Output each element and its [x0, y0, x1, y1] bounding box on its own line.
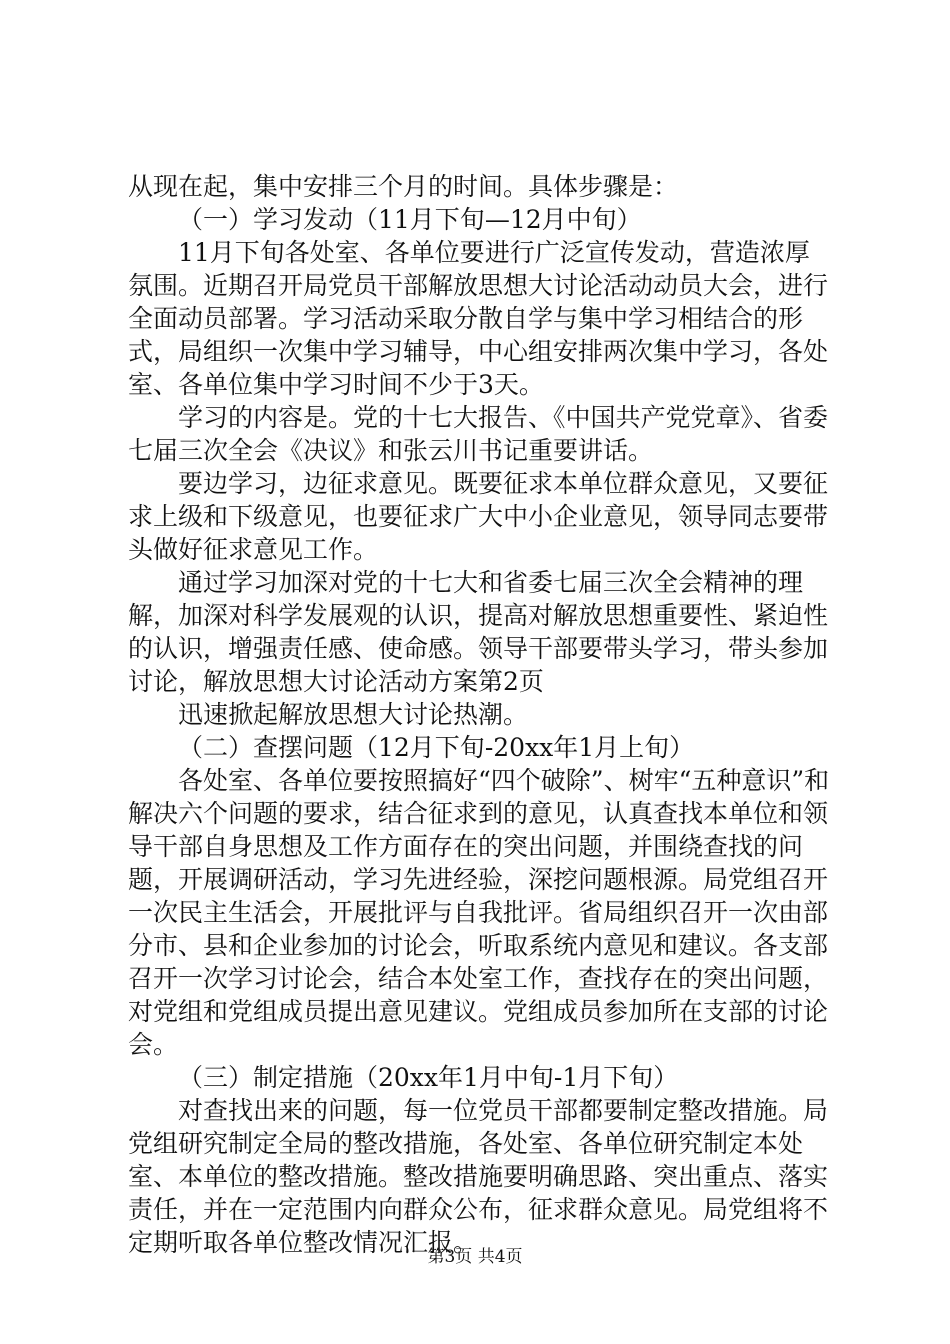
paragraph: 学习的内容是。党的十七大报告、《中国共产党党章》、省委七届三次全会《决议》和张云川书记重要讲话。 [128, 403, 829, 465]
paragraph: 11月下旬各处室、各单位要进行广泛宣传发动，营造浓厚氛围。近期召开局党员干部解放思想大讨论活动动员大会，进行全面动员部署。学习活动采取分散自学与集中学习相结合的形式，局组织一次集中学习辅导，中心组安排两次集中学习，各处室、各单位集中学习时间不少于3天。 [128, 238, 829, 399]
section-heading-measures: （三）制定措施（20xx年1月中旬-1月下旬） [178, 1063, 679, 1092]
paragraph: 要边学习，边征求意见。既要征求本单位群众意见，又要征求上级和下级意见，也要征求广大中小企业意见，领导同志要带头做好征求意见工作。 [128, 469, 829, 564]
paragraph: 各处室、各单位要按照搞好“四个破除”、树牢“五种意识”和解决六个问题的要求，结合征求到的意见，认真查找本单位和领导干部自身思想及工作方面存在的突出问题，并围绕查找的问题，开展调研活动，学习先进经验，深挖问题根源。局党组召开一次民主生活会，开展批评与自我批评。省局组织召开一次由部分市、县和企业参加的讨论会，听取系统内意见和建议。各支部召开一次学习讨论会，结合本处室工作，查找存在的突出问题，对党组和党组成员提出意见建议。党组成员参加所在支部的讨论会。 [128, 766, 830, 1059]
page-footer: 第3页 共4页 [427, 1247, 523, 1267]
document-body [128, 170, 832, 1259]
paragraph: 迅速掀起解放思想大讨论热潮。 [178, 700, 529, 729]
paragraph: 对查找出来的问题，每一位党员干部都要制定整改措施。局党组研究制定全局的整改措施，各处室、各单位研究制定本处室、本单位的整改措施。整改措施要明确思路、突出重点、落实责任，并在一定范围内向群众公布，征求群众意见。局党组将不定期听取各单位整改情况汇报。 [128, 1096, 829, 1257]
paragraph: 通过学习加深对党的十七大和省委七届三次全会精神的理解，加深对科学发展观的认识，提高对解放思想重要性、紧迫性的认识，增强责任感、使命感。领导干部要带头学习，带头参加讨论，解放思想大讨论活动方案第2页 [128, 568, 829, 696]
section-heading-problems: （二）查摆问题（12月下旬-20xx年1月上旬） [178, 733, 695, 762]
section-heading-study: （一）学习发动（11月下旬—12月中旬） [178, 205, 642, 234]
paragraph: 从现在起，集中安排三个月的时间。具体步骤是： [128, 172, 679, 201]
